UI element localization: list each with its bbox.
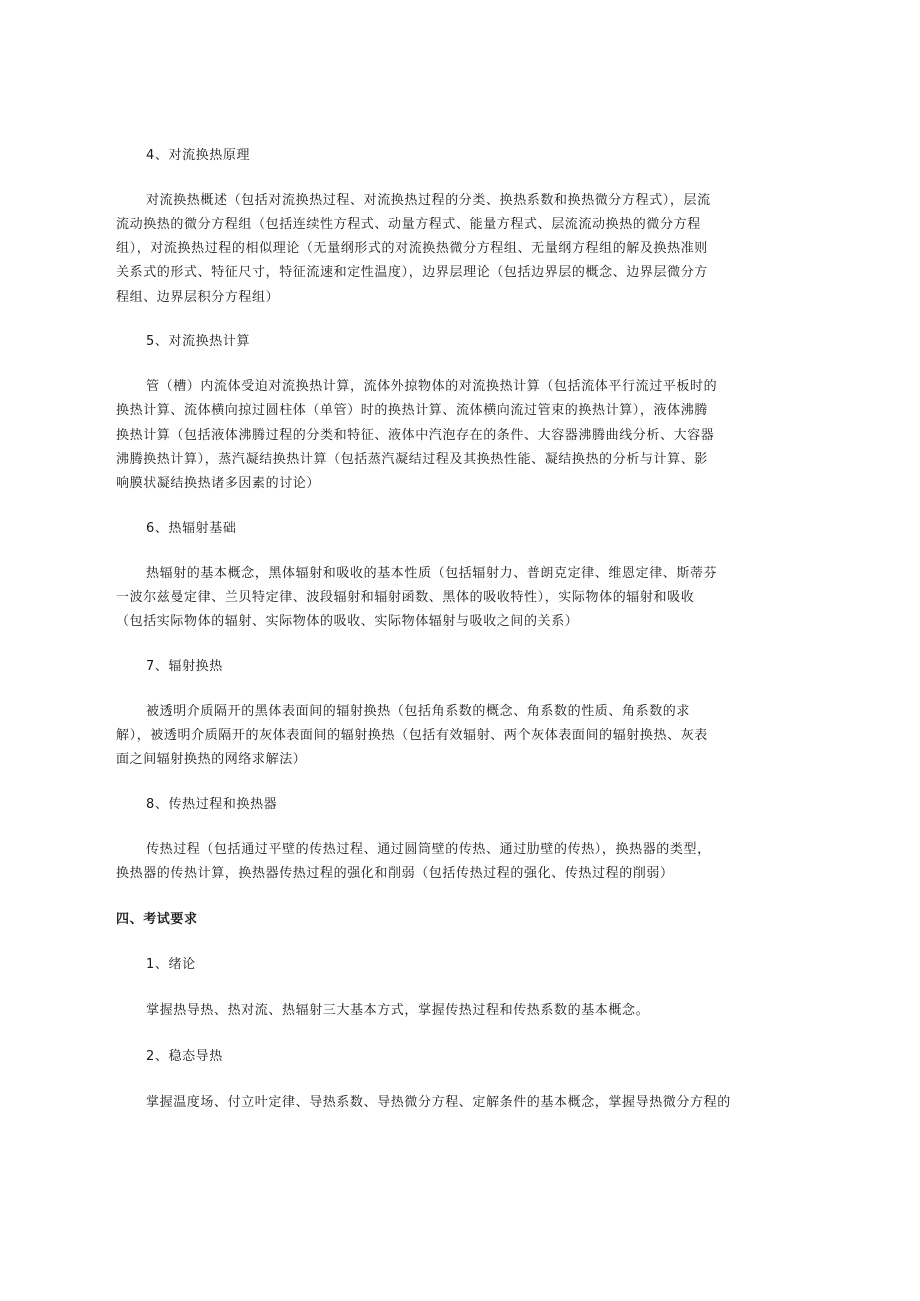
section-4-body-line: 程组、边界层积分方程组） [116, 290, 280, 305]
section-5-heading: 5、对流换热计算 [146, 334, 251, 349]
section-6-heading: 6、热辐射基础 [146, 521, 237, 536]
requirement-1-heading: 1、绪论 [146, 957, 196, 972]
section-8-body-line: 换热器的传热计算，换热器传热过程的强化和削弱（包括传热过程的强化、传热过程的削弱） [116, 866, 674, 881]
section-4-body-line: 流动换热的微分方程组（包括连续性方程式、动量方程式、能量方程式、层流流动换热的微分方程 [116, 217, 701, 232]
section-7-body-line: 面之间辐射换热的网络求解法） [116, 752, 307, 767]
section-8-heading: 8、传热过程和换热器 [146, 797, 278, 812]
section-5-body-line: 换热计算、流体横向掠过圆柱体（单管）时的换热计算、流体横向流过管束的换热计算），液体沸腾 [116, 403, 708, 418]
section-4-body-line: 关系式的形式、特征尺寸，特征流速和定性温度），边界层理论（包括边界层的概念、边界层微分方 [116, 265, 708, 280]
section-6-body-line: 热辐射的基本概念，黑体辐射和吸收的基本性质（包括辐射力、普朗克定律、维恩定律、斯蒂芬 [146, 566, 718, 581]
section-7-body-line: 被透明介质隔开的黑体表面间的辐射换热（包括角系数的概念、角系数的性质、角系数的求 [146, 704, 691, 719]
section-5-body-line: 响膜状凝结换热诸多因素的讨论） [116, 476, 321, 491]
section-6-body-line: 一波尔兹曼定律、兰贝特定律、波段辐射和辐射函数、黑体的吸收特性），实际物体的辐射和吸收 [116, 590, 695, 605]
requirement-2-heading: 2、稳态导热 [146, 1049, 223, 1064]
section-7-body-line: 解），被透明介质隔开的灰体表面间的辐射换热（包括有效辐射、两个灰体表面间的辐射换热、灰表 [116, 728, 708, 743]
requirement-2-body: 掌握温度场、付立叶定律、导热系数、导热微分方程、定解条件的基本概念，掌握导热微分方程的 [146, 1095, 731, 1110]
section-5-body-line: 换热计算（包括液体沸腾过程的分类和特征、液体中汽泡存在的条件、大容器沸腾曲线分析、大容器 [116, 428, 715, 443]
section-4-body-line: 组），对流换热过程的相似理论（无量纲形式的对流换热微分方程组、无量纲方程组的解及换热准则 [116, 241, 708, 256]
section-7-heading: 7、辐射换热 [146, 659, 223, 674]
section-8-body-line: 传热过程（包括通过平壁的传热过程、通过圆筒壁的传热、通过肋壁的传热），换热器的类型， [146, 842, 711, 857]
part-4-heading: 四、考试要求 [116, 912, 198, 927]
section-4-body-line: 对流换热概述（包括对流换热过程、对流换热过程的分类、换热系数和换热微分方程式），层流 [146, 193, 711, 208]
requirement-1-body: 掌握热导热、热对流、热辐射三大基本方式，掌握传热过程和传热系数的基本概念。 [146, 1003, 650, 1018]
section-4-heading: 4、对流换热原理 [146, 148, 251, 163]
section-5-body-line: 管（槽）内流体受迫对流换热计算，流体外掠物体的对流换热计算（包括流体平行流过平板时的 [146, 379, 718, 394]
section-6-body-line: （包括实际物体的辐射、实际物体的吸收、实际物体辐射与吸收之间的关系） [116, 614, 579, 629]
section-5-body-line: 沸腾换热计算），蒸汽凝结换热计算（包括蒸汽凝结过程及其换热性能、凝结换热的分析与计算、影 [116, 452, 708, 467]
